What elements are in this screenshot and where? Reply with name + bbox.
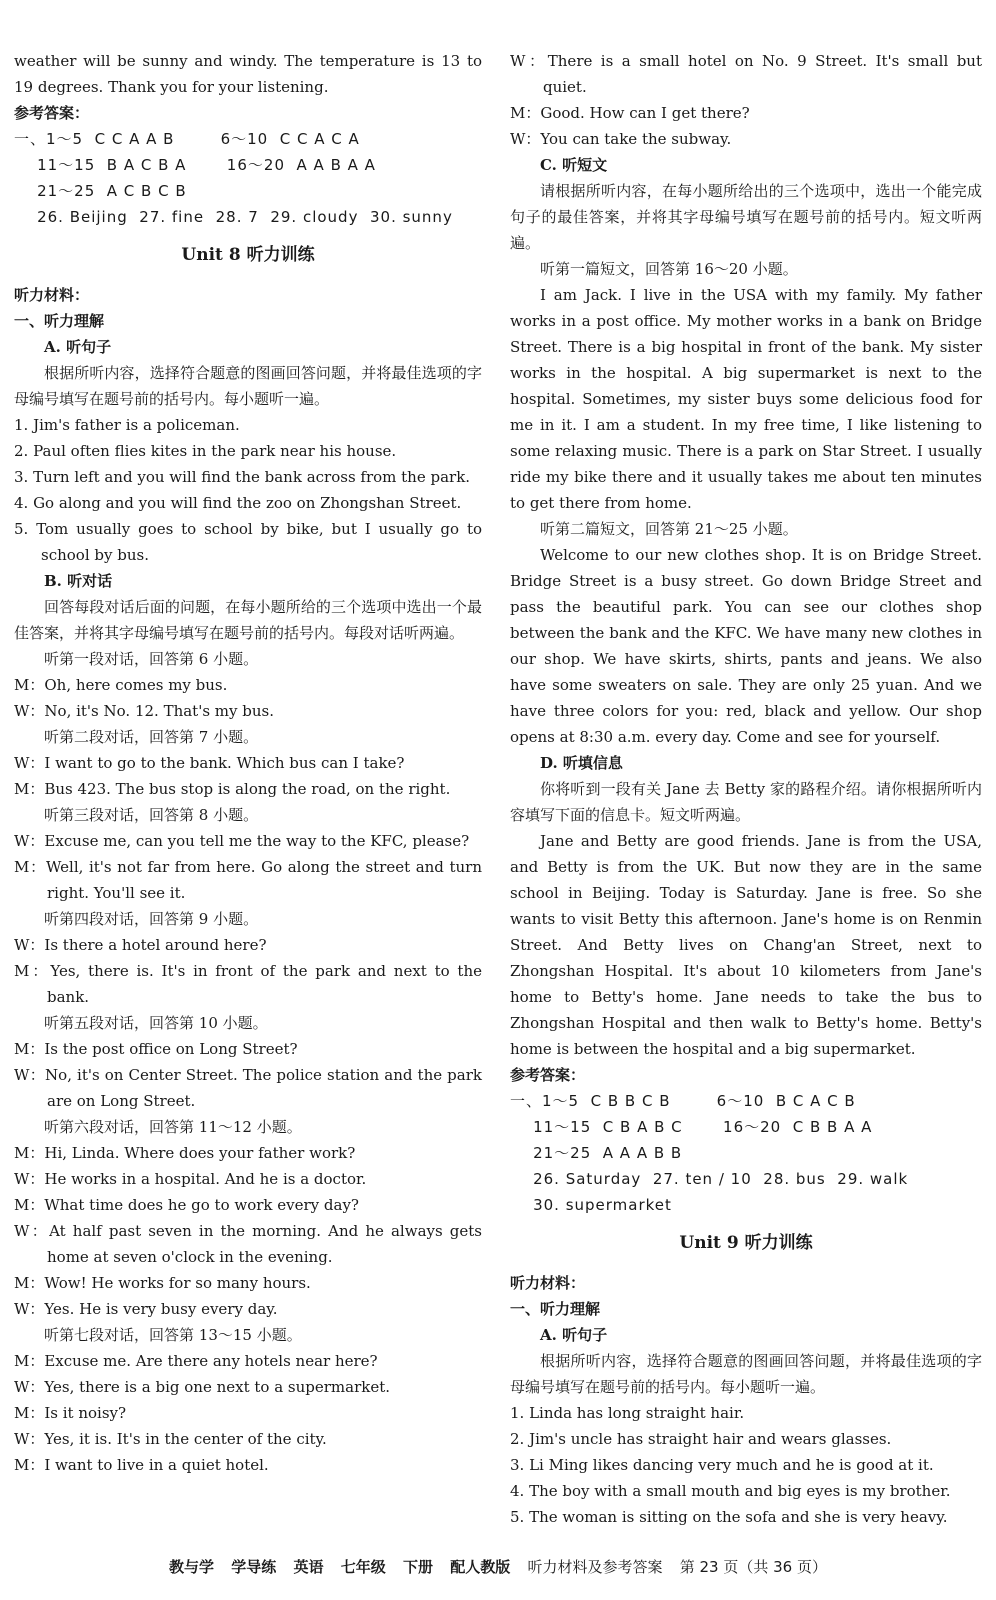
dialogue-line: W：He works in a hospital. And he is a doctor. [14, 1170, 367, 1188]
footer-volume: 下册 [403, 1558, 434, 1576]
dialogue-line: W：You can take the subway. [510, 130, 732, 148]
dialogue-line: W：There is a small hotel on No. 9 Street. It's small but quiet. [510, 52, 982, 96]
answers-label: 参考答案： [14, 104, 90, 122]
subsection-d-heading: D. 听填信息 [540, 754, 623, 772]
footer-edition: 配人教版 [450, 1558, 511, 1576]
dialogue-line: M：Oh, here comes my bus. [14, 676, 228, 694]
passage-heading: 听第二篇短文，回答第 21～25 小题。 [540, 520, 798, 538]
dialogue-line: M：Excuse me. Are there any hotels near here? [14, 1352, 378, 1370]
sentence-item: 3. Li Ming likes dancing very much and he is good at it. [510, 1456, 934, 1474]
unit9-title: Unit 9 听力训练 [679, 1233, 813, 1253]
dialogue-line: W：Is there a hotel around here? [14, 936, 267, 954]
subsection-b-heading: B. 听对话 [44, 572, 113, 590]
footer-subject: 英语 [293, 1558, 324, 1576]
dialogue-heading: 听第五段对话，回答第 10 小题。 [44, 1014, 268, 1032]
sentence-item: 1. Jim's father is a policeman. [14, 416, 240, 434]
sentence-item: 3. Turn left and you will find the bank across from the park. [14, 468, 471, 486]
answer-row: 26. Saturday 27. ten / 10 28. bus 29. walk [510, 1170, 909, 1188]
dialogue-heading: 听第二段对话，回答第 7 小题。 [44, 728, 259, 746]
dialogue-line: M：Is it noisy? [14, 1404, 127, 1422]
answer-row: 一、1～5 C C A A B 6～10 C C A C A [14, 130, 360, 148]
dialogue-line: W：Yes, it is. It's in the center of the city. [14, 1430, 327, 1448]
dialogue-line: M：Yes, there is. It's in front of the park and next to the bank. [14, 962, 482, 1006]
subsection-a-instructions: 根据所听内容，选择符合题意的图画回答问题，并将最佳选项的字母编号填写在题号前的括号内。每小题听一遍。 [14, 364, 482, 408]
dialogue-line: W：Yes, there is a big one next to a supermarket. [14, 1378, 391, 1396]
subsection-a-heading: A. 听句子 [540, 1326, 608, 1344]
dialogue-line: M：What time does he go to work every day? [14, 1196, 359, 1214]
passage-heading: 听第一篇短文，回答第 16～20 小题。 [540, 260, 798, 278]
dialogue-line: M：Wow! He works for so many hours. [14, 1274, 311, 1292]
answer-row: 一、1～5 C B B C B 6～10 B C A C B [510, 1092, 856, 1110]
sentence-item: 2. Jim's uncle has straight hair and wears glasses. [510, 1430, 892, 1448]
sentence-item: 4. The boy with a small mouth and big eyes is my brother. [510, 1482, 951, 1500]
passage-text: Jane and Betty are good friends. Jane is from the USA, and Betty is from the UK. But now they are in the same school in Beijing. Today is Saturday. Jane is free. So she wants to visit Betty this afternoon. Jane's home is on Renmin Street. And Betty lives on Chang'an Street, next to Zhongshan Hospital. It's about 10 kilometers from Jane's home to Betty's home. Jane needs to take the bus to Zhongshan Hospital and then walk to Betty's home. Betty's home is between the hospital and a big supermarket. [510, 832, 982, 1058]
dialogue-line: M：Well, it's not far from here. Go along the street and turn right. You'll see it. [14, 858, 482, 902]
unit8-title: Unit 8 听力训练 [181, 245, 315, 265]
answer-row: 21～25 A C B C B [14, 182, 187, 200]
sentence-item: 1. Linda has long straight hair. [510, 1404, 745, 1422]
dialogue-heading: 听第六段对话，回答第 11～12 小题。 [44, 1118, 302, 1136]
subsection-a-instructions: 根据所听内容，选择符合题意的图画回答问题，并将最佳选项的字母编号填写在题号前的括号内。每小题听一遍。 [510, 1352, 982, 1396]
dialogue-line: M：Good. How can I get there? [510, 104, 750, 122]
footer-page-number: 第 23 页（共 36 页） [679, 1558, 827, 1576]
dialogue-heading: 听第四段对话，回答第 9 小题。 [44, 910, 259, 928]
dialogue-heading: 听第七段对话，回答第 13～15 小题。 [44, 1326, 302, 1344]
footer-section: 听力材料及参考答案 [527, 1558, 663, 1576]
page-footer [0, 1554, 996, 1582]
sentence-item: 5. The woman is sitting on the sofa and she is very heavy. [510, 1508, 948, 1526]
answer-row: 11～15 C B A B C 16～20 C B B A A [510, 1118, 873, 1136]
footer-grade: 七年级 [340, 1558, 386, 1576]
left-column [14, 48, 482, 1478]
answer-row: 30. supermarket [510, 1196, 672, 1214]
dialogue-line: M：Is the post office on Long Street? [14, 1040, 298, 1058]
dialogue-line: W：I want to go to the bank. Which bus can I take? [14, 754, 405, 772]
dialogue-line: W：Yes. He is very busy every day. [14, 1300, 278, 1318]
footer-book: 学导练 [231, 1558, 277, 1576]
sentence-item: 2. Paul often flies kites in the park near his house. [14, 442, 397, 460]
materials-label: 听力材料： [510, 1274, 586, 1292]
passage-text: Welcome to our new clothes shop. It is on Bridge Street. Bridge Street is a busy street. Go down Bridge Street and pass the beautiful park. You can see our clothes shop between the bank and the KFC. We have many new clothes in our shop. We have skirts, shirts, pants and jeans. We also have some sweaters on sale. They are only 25 yuan. And we have three colors for you: red, black and yellow. Our shop opens at 8:30 a.m. every day. Come and see for yourself. [510, 546, 982, 746]
section-heading: 一、听力理解 [510, 1300, 601, 1318]
dialogue-line: W：No, it's on Center Street. The police station and the park are on Long Street. [14, 1066, 482, 1110]
intro-text: weather will be sunny and windy. The temperature is 13 to 19 degrees. Thank you for your listening. [14, 52, 482, 96]
dialogue-line: W：No, it's No. 12. That's my bus. [14, 702, 274, 720]
dialogue-line: M：Hi, Linda. Where does your father work? [14, 1144, 356, 1162]
answer-row: 21～25 A A A B B [510, 1144, 683, 1162]
subsection-c-heading: C. 听短文 [540, 156, 608, 174]
sentence-item: 4. Go along and you will find the zoo on Zhongshan Street. [14, 494, 462, 512]
dialogue-line: M：I want to live in a quiet hotel. [14, 1456, 269, 1474]
answer-row: 26. Beijing 27. fine 28. 7 29. cloudy 30. sunny [14, 208, 453, 226]
right-column [510, 48, 982, 1530]
dialogue-line: M：Bus 423. The bus stop is along the road, on the right. [14, 780, 451, 798]
answers-label: 参考答案： [510, 1066, 586, 1084]
subsection-a-heading: A. 听句子 [44, 338, 112, 356]
dialogue-line: W：At half past seven in the morning. And he always gets home at seven o'clock in the evening. [14, 1222, 482, 1266]
answer-row: 11～15 B A C B A 16～20 A A B A A [14, 156, 376, 174]
footer-series: 教与学 [169, 1558, 215, 1576]
dialogue-heading: 听第一段对话，回答第 6 小题。 [44, 650, 259, 668]
materials-label: 听力材料： [14, 286, 90, 304]
sentence-item: 5. Tom usually goes to school by bike, but I usually go to school by bus. [14, 520, 482, 564]
subsection-c-instructions: 请根据所听内容，在每小题所给出的三个选项中，选出一个能完成句子的最佳答案，并将其字母编号填写在题号前的括号内。短文听两遍。 [510, 182, 982, 252]
section-heading: 一、听力理解 [14, 312, 105, 330]
dialogue-line: W：Excuse me, can you tell me the way to the KFC, please? [14, 832, 470, 850]
subsection-b-instructions: 回答每段对话后面的问题，在每小题所给的三个选项中选出一个最佳答案，并将其字母编号填写在题号前的括号内。每段对话听两遍。 [14, 598, 482, 642]
subsection-d-instructions: 你将听到一段有关 Jane 去 Betty 家的路程介绍。请你根据所听内容填写下面的信息卡。短文听两遍。 [510, 780, 982, 824]
dialogue-heading: 听第三段对话，回答第 8 小题。 [44, 806, 259, 824]
passage-text: I am Jack. I live in the USA with my family. My father works in a post office. My mother works in a bank on Bridge Street. There is a big hospital in front of the bank. My sister works in the hospital. A big supermarket is next to the hospital. Sometimes, my sister buys some delicious food for me in it. I am a student. In my free time, I like listening to some relaxing music. There is a park on Star Street. I usually ride my bike there and it usually takes me about ten minutes to get there from home. [510, 286, 982, 512]
